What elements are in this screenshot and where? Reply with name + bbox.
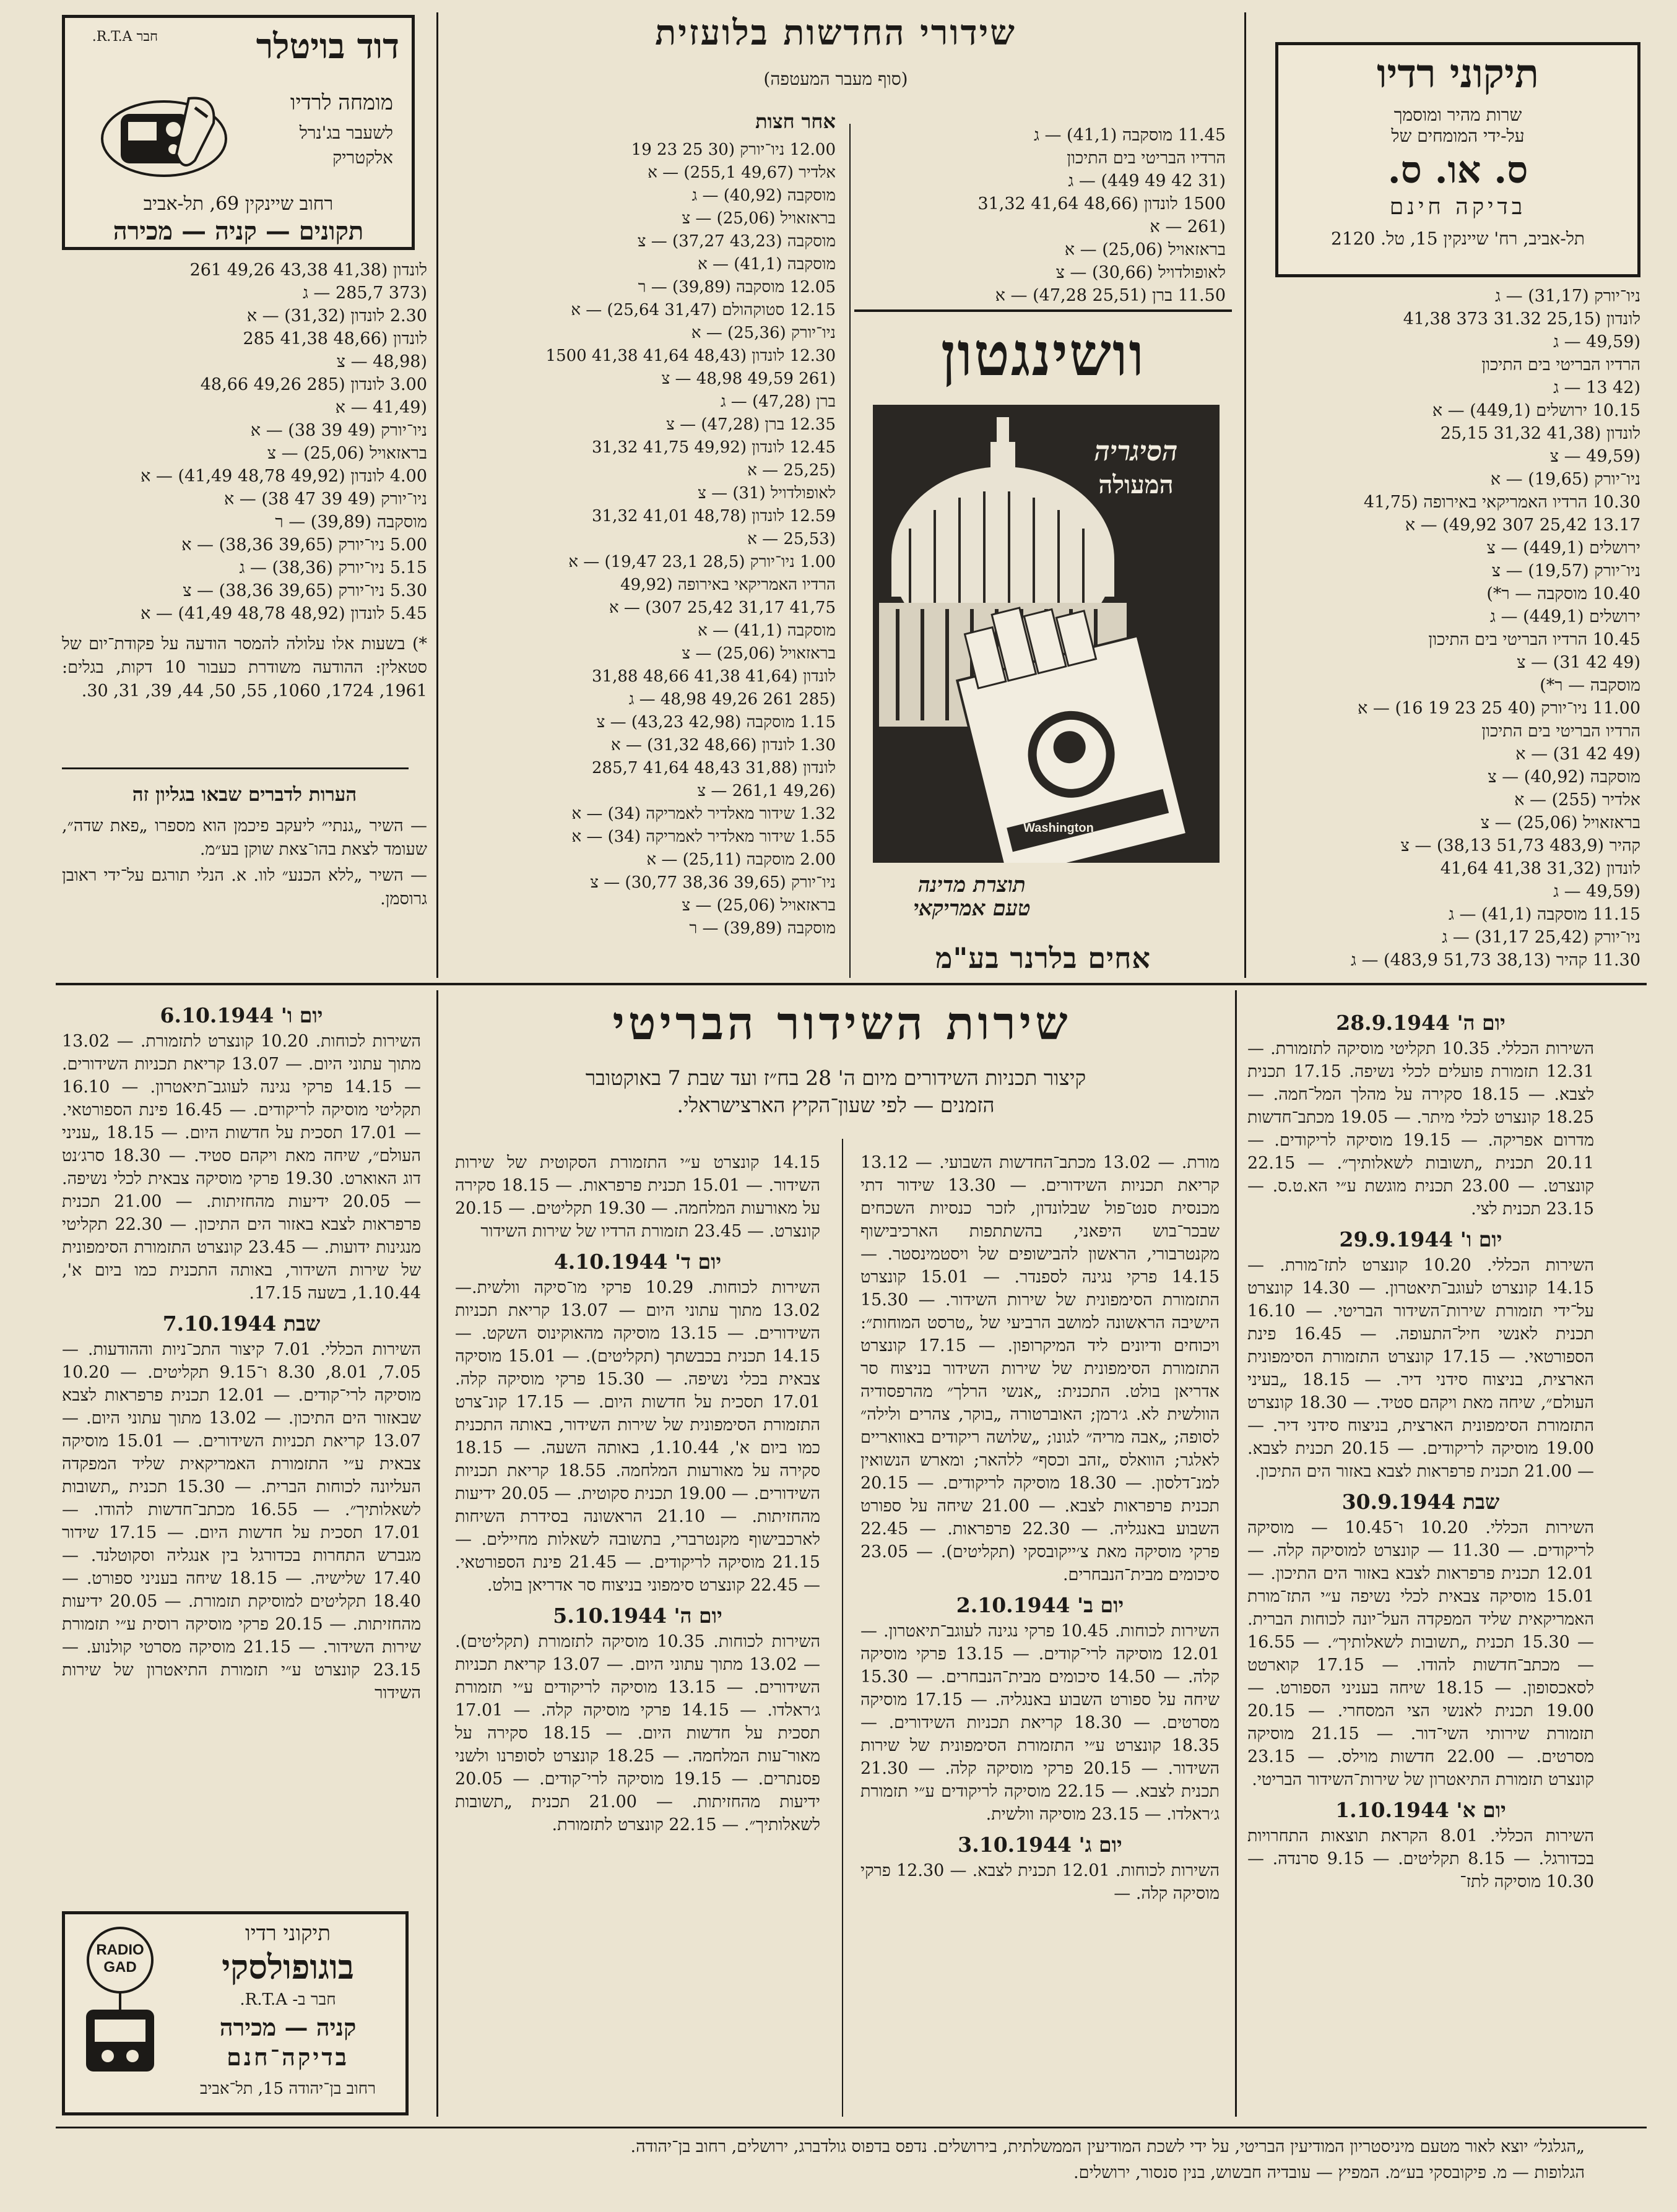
day-schedule: השירות הכללי. 10.20 ו־10.45 — מוסיקה לריקודים. — 11.30 — קונצרט למוסיקה קלה. — 12.01 תכנית פרפראות לצבא באזור הים התיכון. — 15.01 מוסיקה צבאית לכלי נשיפה ע״י התז־מורת האמריקאית שליד המפקדה העל־יונה לכוחות הברית. — 15.30 תכנית „תשובות לשאלותיך״. — 16.55 — מכתב־חדשות להודו. — 17.15 קוארטט לסאכסופון. — 18.15 שיחה בעניני הספורט. — 19.00 תכנית לאנשי הצי המסחרי. — 20.15 תזמורת שירותי השי־דור. — 21.15 מוסיקה מסרטים. — 22.00 חדשות מוילס. — 23.15 קונצרט תזמורת התיאטרון של שירות־השידור הבריטי. — [1247, 1518, 1594, 1789]
radio-line: ניו־יורק (25,36) — א — [691, 324, 836, 342]
day-schedule: השירות הכללי. 7.01 קיצור התכ־ניות וההודעות. — 7.05, 8.01, 8.30 ו־9.15 תקליטים. — 10.20 מוסיקה לרי־קודים. — 12.01 תכנית פרפראות לצבא שבאזור הים התיכון. — 13.02 מתוך עתוני היום. — 13.07 קריאת תכניות השידורים. — 15.01 מוסיקה צבאית ע״י התזמורת האמריקאית שליד המפקדה העליונה לכוחות הברית. — 15.30 תכנית „תשובות לשאלותיך״. — 16.55 מכתב־חדשות להודו. — 17.01 תסכית על חדשות היום. — 17.15 שידור מגברש התחרות בכדורגל בין אנגליה וסקוטלנד. — 17.40 שלישיה. — 18.15 שיחה בעניני ספורט. — 18.40 תקליטים למוסיקת תזמורת. — 20.05 ידיעות מהחזיתות. — 20.15 פרקי מוסיקה רוסית ע״י תזמורת שירות השידור. — 21.15 מוסיקה מסרטי קולנוע. — 23.15 קונצרט ע״י תזמורת התיאטרון של שירות השידור — [62, 1340, 421, 1703]
radio-line: בראזאויל (25,06) — צ — [267, 444, 427, 463]
footer-line-1: „הגלגל״ יוצא לאור מטעם מיניסטריון המודיעין הבריטי, על ידי לשכת המודיעין הממשלתית, בירושלים. נדפס בדפוס גולדברג, ירושלים, רחוב בן־יהודה. — [630, 2137, 1585, 2156]
radio-line: מוסקבה — ר*) — [1540, 676, 1640, 695]
radio-line: (49,59 — צ — [1549, 447, 1640, 466]
radio-line: מוסקבה (41,1) — א — [698, 621, 836, 640]
radio-line: הרדיו הבריטי בים התיכון — [1481, 722, 1640, 741]
radio-line: (25,25 — א — [747, 461, 836, 480]
radio-line: הרדיו הבריטי בים התיכון — [1481, 355, 1640, 374]
column-rule — [436, 990, 438, 2117]
section-divider — [56, 983, 1647, 985]
radio-line: 11.45 מוסקבה (41,1) — ג — [1033, 126, 1226, 145]
radio-line: אלדיר (49,67 255,1) — א — [648, 163, 836, 182]
radio-line: 1.00 ניו־יורק (28,5 23,1 19,47) — א — [568, 553, 836, 571]
radio-line: 12.35 ברן (47,28) — צ — [666, 415, 836, 434]
footer-divider — [56, 2127, 1647, 2128]
radio-line: בראזאויל (25,06) — א — [1064, 240, 1226, 259]
radio-line: (48,98 — צ — [336, 352, 427, 371]
radio-line: 10.15 ירושלים (449,1) — א — [1432, 401, 1640, 420]
bbs-subtitle-2: הזמנים — לפי שעון־הקיץ הארצישראלי. — [677, 1093, 995, 1117]
radio-line: ניו־יורק (49 39 47 38) — א — [223, 490, 427, 509]
radio-line: הרדיו הבריטי בים התיכון — [1067, 149, 1226, 168]
radio-line: מוסקבה (40,92) — ג — [691, 186, 836, 205]
ad-check: בדיקה־חנם — [227, 2043, 349, 2071]
column-rule — [842, 1139, 843, 2117]
radio-column-center-left — [452, 139, 836, 968]
column-rule — [849, 124, 851, 978]
radio-line: (31 42 49 449) — ג — [1068, 171, 1226, 191]
radio-line: ניו־יורק (31,17) — ג — [1495, 287, 1640, 306]
radio-line: 1.32 שידור מאלדיר לאמריקה (34) — א — [571, 805, 836, 823]
day-heading: יום ו' 29.9.1944 — [1339, 1227, 1502, 1251]
day-schedule: השירות לכוחות. 10.29 פרקי מו־סיקה וולשית.—13.02 מתוך עתוני היום — 13.07 קריאת תכניות השידורים. — 13.15 מוסיקה מהאוקינוס השקט. — 14.15 תכנית בכבשתך (תקליטים). — 15.01 מוסיקה צבאית בכלי נשיפה. — 15.30 פרקי מוסיקה קלה. 17.01 תסכית על חדשות היום. — 17.15 קונ־צרט התזמורת הסימפונית של שירות השידור, באותה התכנית כמו ביום א', 1.10.44, באותה השעה. — 18.15 סקירה על מאורעות המלחמה. 18.55 קריאת תכניות השידורים. — 19.00 תכנית סקוטית. — 20.05 ידיעות מהחזיתות. — 21.10 הראשונה בסידרת השיחות לארכבישוף מקנטרברי, בתשובה לשאלות מחיילים. — 21.15 מוסיקה לריקודים. — 21.45 פינת הספורטאי. — 22.45 קונצרט סימפוני בניצוח סר אדריאן בולט. — [455, 1278, 820, 1595]
radio-line: ניו־יורק (49 39 38) — א — [250, 421, 427, 440]
day-schedule: השירות הכללי. 8.01 הקראת תוצאות התחרויות בכדורגל. — 8.15 תקליטים. — 9.15 סרנדה. — 10.30 מוסיקה לתז־ — [1247, 1826, 1594, 1891]
radio-line: (49,59 — ג — [1553, 332, 1640, 352]
radio-line: 11.00 ניו־יורק (40 25 23 19 16) — א — [1358, 699, 1640, 718]
day-heading: יום ג' 3.10.1944 — [958, 1833, 1122, 1857]
radio-line: בראזאויל (25,06) — צ — [682, 896, 836, 915]
radio-line: בראזאויל (25,06) — צ — [1480, 813, 1640, 832]
ad-member: חבר ב- R.T.A. — [240, 1990, 336, 2009]
radio-line: 10.40 מוסקבה — ר*) — [1486, 584, 1640, 603]
top-subtitle: (סוף מעבר המעטפה) — [763, 69, 908, 89]
radio-line: 12.30 לונדון (48,43 41,64 41,38 1500 — [545, 347, 836, 365]
radio-line: הרדיו האמריקאי באירופה (49,92 — [620, 576, 836, 594]
radio-line: מוסקבה (43,23 37,27) — צ — [637, 232, 836, 251]
ad-tagline-2: המעולה — [1098, 470, 1174, 499]
radio-line: (41,49 — א — [335, 398, 427, 417]
ad-line-2: על-ידי המומחים של — [1391, 126, 1525, 146]
radio-column-center-right — [860, 124, 1226, 316]
ad-title: תיקוני רדיו — [245, 1921, 331, 1946]
radio-line: 2.00 מוסקבה (25,11) — א — [646, 850, 836, 869]
radio-line: 12.05 מוסקבה (39,89) — ר — [638, 278, 836, 296]
radio-line: ניו־יורק (19,65) — א — [1490, 470, 1640, 489]
notes-section — [62, 781, 427, 914]
radio-line: בראזאויל (25,06) — צ — [682, 209, 836, 228]
ad-company: ס. או. ס. — [1387, 149, 1528, 192]
note-paragraph: — השיר „ללא הכנע״ לוו. א. הנלי תורגם על־ידי ראובן גרוסמן. — [62, 866, 427, 909]
ad-line-1: מומחה לרדיו — [290, 90, 393, 115]
radio-line: לונדון (25,15 31.32 373 41,38 — [1403, 309, 1640, 329]
footer-line-2: הגלופות — מ. פיקובסקי בע״מ. המפיץ — עובדיה חבשוש, בנין סנסור, ירושלים. — [1073, 2163, 1585, 2182]
radio-line: (373 285,7 — ג — [302, 283, 427, 303]
radio-line: מוסקבה (39,89) — ר — [689, 919, 836, 938]
day-schedule: 14.15 קונצרט ע״י התזמורת הסקוטית של שירות השידור. — 15.01 תכנית פרפראות. — 18.15 סקירה על מאורעות המלחמה. — 19.30 תקליטים. — 20.15 קונצרט. — 23.45 תזמורת הרדיו של שירות השידור — [455, 1153, 820, 1241]
badge-text: RADIO GAD — [96, 1942, 144, 1976]
radio-line: 1.30 לונדון (48,66 31,32) — א — [610, 736, 836, 754]
day-schedule: השירות לכוחות. 12.01 תכנית לצבא. — 12.30 פרקי מוסיקה קלה. — — [860, 1861, 1220, 1903]
sos-radio-ad — [1275, 42, 1640, 277]
ad-line-3: אלקטריק — [332, 147, 393, 168]
note-paragraph: — השיר „גנתי״ ליעקב פיכמן הוא מספרו „פאת שדה״, שעומד לצאת בהו־צאת שוקן בע״מ. — [62, 816, 427, 859]
radio-line: 13.17 25,42 307 49,92) — א — [1405, 516, 1640, 535]
day-schedule: השירות הכללי. 10.20 קונצרט לתז־מורת. — 14.15 קונצרט לעוגב־תיאטרון. — 14.30 קונצרט על־ידי תזמורת שירות־השידור הבריטי. — 16.10 תכנית לאנשי חיל־התעופה. — 16.45 פינת הספורטאי. — 17.15 קונצרט התזמורת הסימפונית הארצית, בניצוח סידני דיר. — 18.15 „בעיני העולם״, שיחה מאת ויקהם סטיד. — 18.30 קונצרט התזמורת הסימפונית הארצית, בניצוח סידני דיר. — 19.00 מוסיקה לריקודים. — 20.15 תכנית לצבא. — 21.00 תכנית פרפראות לצבא באזור הים התיכון. — [1247, 1256, 1594, 1481]
radio-line: 5.00 ניו־יורק (39,65 38,36) — א — [181, 535, 427, 555]
radio-line: אלדיר (255) — א — [1514, 790, 1640, 810]
radio-line: 5.45 לונדון (48,92 48,78 41,49) — א — [141, 604, 427, 623]
ad-title: תיקוני רדיו — [1377, 51, 1539, 97]
ad-services: תקונים — קניה — מכירה — [113, 217, 364, 246]
top-title: שידורי החדשות בלועזית — [655, 12, 1016, 53]
day-heading: יום ה' 28.9.1944 — [1336, 1011, 1506, 1035]
day-schedule: השירות הכללי. 10.35 תקליטי מוסיקה לתזמורת. — 12.31 תזמורת פועלים לכלי נשיפה. 17.15 תכנית לצבא. — 18.15 סקירה על מהלך המל־חמה. — 18.25 קונצרט לכלי מיתר. — 19.05 מכתב־חדשות מדרום אפריקה. — 19.15 מוסיקה לריקודים. — 20.11 תכנית „תשובות לשאלותיך״. — 22.15 קונצרט. — 23.00 תכנית מוגשת ע״י הא.ט.ס. — 23.15 תכנית לצי. — [1247, 1039, 1594, 1219]
ad-member: חבר R.T.A. — [92, 29, 158, 45]
day-schedule: מורת. — 13.02 מכתב־החדשות השבועי. — 13.12 קריאת תכניות השידורים. — 13.30 שידור דתי מכנסית סנט־פול שבלונדון, לזכר כנסיות השכחים שבכר־בוש היפאני, בהשתתפות הארכיבישוף מקנטרבורי, הראשון להבישופים של ויסטמינסטר. — 14.15 פרקי נגינה לספנדר. — 15.01 קונצרט התזמורת הסימפונית של שירות השידור. — 15.30 הישיבה הראשונה למושב הרביעי של „טרסט המוחות״: ויכוחים ודיונים ליד המיקרופון. — 17.15 קונצרט התזמורת הסימפונית של שירות השידור בניצוח סר אדריאן בולט. התכנית: „אנשי הרלך״ מהרפסודיה הוולשית לא. ג׳רמן; האוברטורה „בוקר, צהרים ולילה״ לסופה; „אבה מריה״ לגונו; „שלושה ריקודים באוואריים לאלגר; הוואלס „זהב וכסף״ ללהאר; ומארש הנשואין למנ־דלסון. — 18.30 מוסיקה לריקודים. — 20.15 תכנית פרפראות לצבא. — 21.00 שיחה על ספורט השבוע באנגליה. — 22.30 פרפראות. — 22.45 פרקי מוסיקה מאת צ׳ייקובסקי (תקליטים). — 23.05 סיכומים מבית־הנבחרים. — [860, 1153, 1220, 1584]
ad-line-1: שרות מהיר ומוסמך — [1393, 105, 1522, 125]
radio-line: 4.00 לונדון (49,92 48,78 41,49) — א — [141, 467, 427, 486]
ad-line-2: לשעבר בג'נרל — [299, 123, 393, 143]
radio-line: ניו־יורק (39,65 38,36 30,77) — צ — [590, 873, 836, 892]
radio-line: (42 13 — ג — [1553, 378, 1640, 397]
day-schedule: השירות לכוחות. 10.45 פרקי נגינה לעוגב־תיאטרון. — 12.01 מוסיקה לרי־קודים. — 13.15 פרקי מוסיקה קלה. — 14.50 סיכומים מבית־הנבחרים. — 15.30 שיחה על ספורט השבוע באנגליה. — 17.15 מוסיקה מסרטים. — 18.30 קריאת תכניות השידורים. — 18.35 קונצרט ע״י התזמורת הסימפונית של שירות השידור. — 20.15 פרקי מוסיקה קלה. — 21.30 תכנית לצבא. — 22.15 מוסיקה לריקודים ע״י תזמורת ג׳ראלדו. — 23.15 מוסיקה וולשית. — [860, 1622, 1220, 1824]
stalin-note: *) בשעות אלו עלולה להמסר הודעה על פקודת־יום של סטאלין: ההודעה משודרת כעבור 10 דקות, בגלים: 1961, 1724, 1060, 55, 50, 44, 39, 31, 30. — [62, 634, 427, 701]
radio-column-left — [62, 259, 427, 630]
radio-line: (261 — א — [1150, 217, 1226, 236]
ad-address: רחוב שיינקין 69, תל-אביב — [143, 193, 334, 215]
radio-line: (25,53 — א — [747, 530, 836, 548]
radio-line: 12.45 לונדון (49,92 41,75 31,32 — [591, 438, 836, 457]
washington-cigarette-ad — [854, 309, 1232, 990]
ad-address: תל-אביב, רח' שיינקין 15, טל. 2120 — [1331, 228, 1585, 249]
schedule-column-3 — [455, 1151, 820, 2110]
radio-line: לונדון (41,38 31,32 25,15 — [1440, 424, 1640, 443]
radio-line: לונדון (48,66 41,38 285 — [243, 329, 427, 348]
radio-line: 10.30 הרדיו האמריקאי באירופה (41,75 — [1363, 493, 1640, 512]
radio-line: ירושלים (449,1) — ג — [1490, 607, 1640, 626]
ad-tagline-1: הסיגריה — [1094, 436, 1178, 467]
brand-name: וושינגטון — [940, 319, 1146, 389]
radio-line: (261 49,59 48,98 — צ — [661, 369, 836, 388]
radio-line: ניו־יורק (25,42 31,17) — ג — [1442, 928, 1640, 947]
ad-address: רחוב בן־יהודה 15, תל־אביב — [200, 2080, 376, 2098]
radio-line: (49,26 261,1 — צ — [697, 782, 836, 800]
radio-line: 1500 לונדון (48,66 41,64 31,32 — [977, 194, 1226, 214]
radio-line: מוסקבה (41,1) — א — [698, 255, 836, 274]
ad-check: בדיקה חינם — [1389, 194, 1527, 220]
column-rule — [1235, 990, 1237, 2117]
after-midnight-heading: אחר חצות — [755, 110, 836, 133]
radio-line: מוסקבה (39,89) — ר — [275, 512, 427, 532]
radio-line: (285 261 49,26 48,98 — ג — [628, 690, 836, 709]
ad-services: קניה — מכירה — [219, 2013, 357, 2041]
radio-line: ירושלים (449,1) — צ — [1486, 538, 1640, 558]
radio-line: מוסקבה (40,92) — צ — [1488, 767, 1640, 787]
day-heading: שבת 7.10.1944 — [162, 1311, 321, 1336]
schedule-column-4 — [62, 996, 421, 1900]
day-heading: יום ו' 6.10.1944 — [160, 1003, 323, 1027]
radio-line: ניו־יורק (19,57) — צ — [1491, 561, 1640, 581]
bbs-subtitle-1: קיצור תכניות השידורים מיום ה' 28 בח״ז ועד שבת 7 באוקטובר — [585, 1066, 1086, 1090]
radio-line: 2.30 לונדון (31,32) — א — [246, 306, 427, 326]
pack-label: Washington — [1023, 821, 1094, 835]
ad-maker: אחים בלרנר בע"מ — [935, 941, 1151, 975]
radio-line: (49 42 31) — א — [1515, 745, 1640, 764]
radio-line: 41,75 31,17 25,42 307) — א — [609, 598, 836, 617]
radio-line: 3.00 לונדון (285 49,26 48,66 — [200, 375, 427, 394]
ad-name: בוגופולסקי — [222, 1947, 354, 1987]
radio-line: 5.15 ניו־יורק (38,36) — ג — [239, 558, 427, 577]
radio-line: 12.00 ניו־יורק (30 25 23 19 — [631, 140, 836, 159]
day-schedule: השירות לכוחות. 10.20 קונצרט לתזמורת. — 13.02 מתוך עתוני היום. — 13.07 קריאת תכניות השידורים. — 14.15 פרקי נגינה לעוגב־תיאטרון. — 16.10 תקליטי מוסיקה לריקודים. — 16.45 פינת הספורטאי. — 17.01 תסכית על חדשות היום. — 18.15 „עניני העולם״, שיחה מאת ויקהם סטיד. — 18.30 סרג׳נט דוג האוארט. 19.30 פרקי מוסיקה צבאית לכלי נשיפה. — 20.05 ידיעות מהחזיתות. — 21.00 תכנית פרפראות לצבא באזור הים התיכון. — 22.30 תקליטי מנגינות ידועות. — 23.45 קונצרט התזמורת הסימפונית של שירות השידור, באותה התכנית כמו ביום א', 1.10.44, בשעה 17.15. — [62, 1032, 421, 1303]
notes-divider — [62, 767, 409, 769]
ad-slogan-2: טעם אמריקאי — [913, 896, 1031, 921]
schedule-column-2 — [860, 1151, 1220, 2110]
radio-line: קהיר (483,9 51,73 38,13) — צ — [1400, 836, 1640, 855]
day-heading: שבת 30.9.1944 — [1341, 1490, 1500, 1514]
radio-line: 11.30 קהיר (38,13 51,73 483,9) — ג — [1350, 951, 1640, 970]
radio-line: (49,59 — ג — [1553, 882, 1640, 901]
bbs-title: שירות השידור הבריטי — [612, 997, 1072, 1050]
radio-line: לונדון (31,88 48,43 41,64 285,7 — [591, 759, 836, 777]
radio-line: 5.30 ניו־יורק (39,65 38,36) — צ — [183, 581, 427, 600]
day-heading: יום ה' 5.10.1944 — [553, 1604, 722, 1628]
radio-line: (49 42 31) — צ — [1517, 653, 1640, 672]
radio-column-right — [1232, 285, 1640, 978]
radio-line: לונדון (41,38 43,38 49,26 261 — [189, 261, 427, 280]
radio-line: 1.15 מוסקבה (42,98 43,23) — צ — [596, 713, 836, 732]
day-heading: יום ב' 2.10.1944 — [956, 1593, 1124, 1617]
radio-line: 11.50 ברן (25,51 47,28) — א — [995, 286, 1226, 305]
radio-line: 12.59 לונדון (48,78 41,01 31,32 — [591, 507, 836, 525]
day-heading: יום ד' 4.10.1944 — [553, 1250, 722, 1274]
bogopolsky-radio-ad — [62, 1911, 409, 2115]
radio-line: לונדון (41,64 41,38 48,66 31,88 — [591, 667, 836, 686]
radio-line: 10.45 הרדיו הבריטי בים התיכון — [1428, 630, 1640, 649]
day-heading: יום א' 1.10.1944 — [1335, 1798, 1506, 1822]
column-rule — [1244, 12, 1246, 978]
radio-line: לונדון (31,32 41,38 41,64 — [1440, 859, 1640, 878]
radio-line: לאופולדויל (31) — צ — [698, 484, 836, 503]
ad-name: דוד בויטלר — [256, 26, 399, 67]
column-rule — [436, 12, 438, 978]
radio-line: ברן (47,28) — ג — [720, 392, 836, 411]
radio-line: 12.15 סטוקהולם (31,47 25,64) — א — [571, 301, 836, 319]
radio-line: 1.55 שידור מאלדיר לאמריקה (34) — א — [571, 827, 836, 846]
radio-line: לאופולדויל (30,66) — צ — [1055, 263, 1226, 282]
beutler-radio-ad — [62, 15, 415, 250]
radio-line: 11.15 מוסקבה (41,1) — ג — [1448, 905, 1640, 924]
ad-slogan-1: תוצרת מדינה — [918, 873, 1026, 897]
day-schedule: השירות לכוחות. 10.35 מוסיקה לתזמורת (תקליטים). — 13.02 מתוך עתוני היום. — 13.07 קריאת תכניות השידורים. — 13.15 מוסיקה לריקודים ע״י תזמורת ג׳ראלדו. — 14.15 פרקי מוסיקה קלה. — 17.01 תסכית על חדשות היום. — 18.15 סקירה על מאור־עות המלחמה. — 18.25 קונצרט לסופרנו ולשני פסנתרים. — 19.15 מוסיקה לרי־קודים. — 20.05 ידיעות מהחזיתות. — 21.00 תכנית „תשובות לשאלותיך״. — 22.15 קונצרט לתזמורת. — [455, 1632, 820, 1834]
radio-line: בראזאויל (25,06) — צ — [682, 644, 836, 663]
notes-heading: הערות לדברים שבאו בגליון זה — [132, 784, 357, 806]
schedule-column-1 — [1247, 1004, 1594, 2124]
